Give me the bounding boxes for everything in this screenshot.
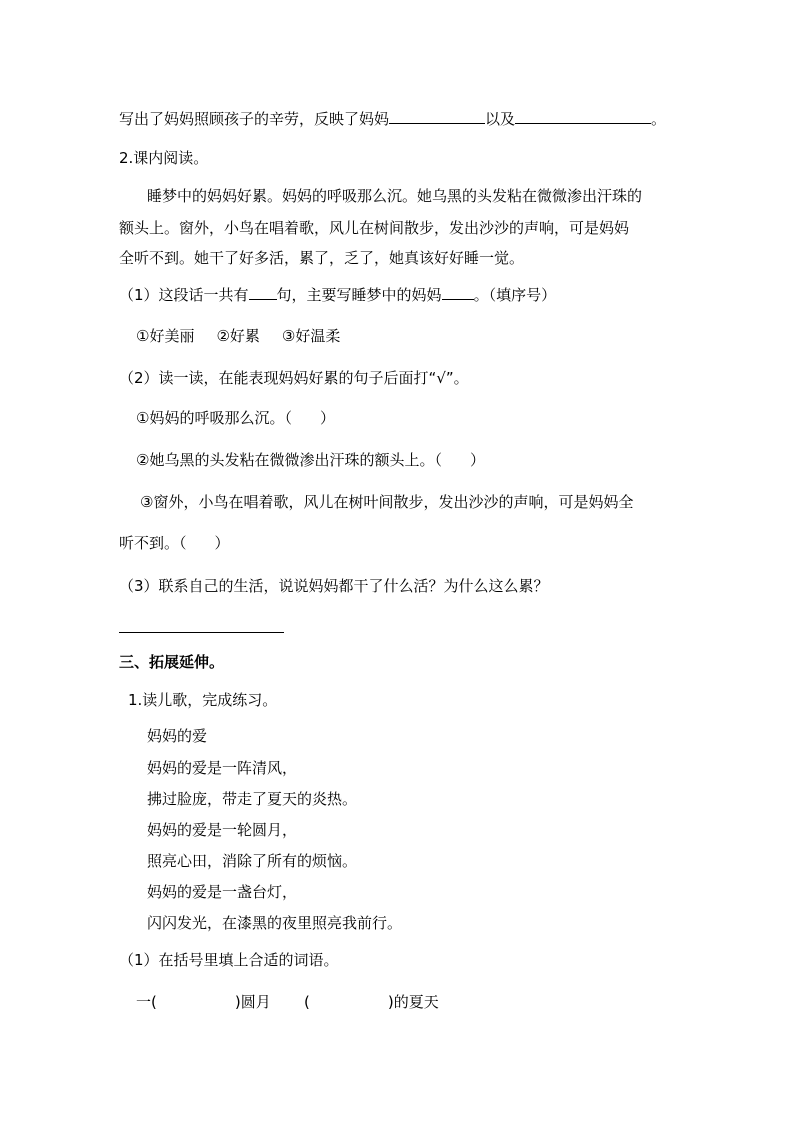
poem-line: 照亮心田，消除了所有的烦恼。 xyxy=(147,852,358,870)
poem-line: 妈妈的爱是一盏台灯， xyxy=(147,883,298,901)
sentence-text: 以及 xyxy=(485,110,516,128)
fill-text: ( xyxy=(304,993,310,1011)
fill-text: 一( xyxy=(136,993,157,1011)
question-text: 句，主要写睡梦中的妈妈 xyxy=(276,286,442,304)
fill-item xyxy=(136,992,271,1012)
q2-item xyxy=(136,408,335,428)
option-item[interactable]: ①好美丽 xyxy=(136,327,195,345)
answer-line[interactable] xyxy=(119,632,284,633)
item-text: 听不到。（ xyxy=(119,534,187,552)
passage-line: 额头上。窗外，小鸟在唱着歌，风儿在树间散步，发出沙沙的声响，可是妈妈 xyxy=(119,219,630,237)
sentence-text: 写出了妈妈照顾孩子的辛劳，反映了妈妈 xyxy=(119,110,390,128)
poem-line: 闪闪发光，在漆黑的夜里照亮我前行。 xyxy=(147,914,403,932)
question-text: （1）这段话一共有 xyxy=(119,286,249,304)
item-text: ①妈妈的呼吸那么沉。（ xyxy=(136,409,292,427)
answer-blank[interactable] xyxy=(249,284,277,300)
answer-blank[interactable] xyxy=(442,284,474,300)
section-2-title: 2.课内阅读。 xyxy=(119,149,209,167)
fill-item xyxy=(304,992,439,1012)
fill-question: （1）在括号里填上合适的词语。 xyxy=(119,951,339,969)
q1-options xyxy=(136,326,340,346)
sentence-text: 。 xyxy=(651,110,667,128)
question-1 xyxy=(119,284,556,305)
passage-line: 全听不到。她干了好多活，累了，乏了，她真该好好睡一觉。 xyxy=(119,249,525,267)
answer-blank[interactable] xyxy=(389,108,485,124)
option-item[interactable]: ②好累 xyxy=(216,327,260,345)
item-text: ） xyxy=(469,451,485,469)
item-text: ②她乌黑的头发粘在微微渗出汗珠的额头上。（ xyxy=(136,451,442,469)
question-text: 。（填序号） xyxy=(473,286,557,304)
task-1: 1.读儿歌，完成练习。 xyxy=(128,691,278,709)
fill-text: )的夏天 xyxy=(387,993,439,1011)
answer-blank[interactable] xyxy=(515,108,651,124)
option-item[interactable]: ③好温柔 xyxy=(281,327,341,345)
passage-line: 睡梦中的妈妈好累。妈妈的呼吸那么沉。她乌黑的头发粘在微微渗出汗珠的 xyxy=(147,187,643,205)
q2-item: ③窗外，小鸟在唱着歌，风儿在树叶间散步，发出沙沙的声响，可是妈妈全 xyxy=(140,493,634,511)
poem-line: 拂过脸庞，带走了夏天的炎热。 xyxy=(147,790,358,808)
poem-title: 妈妈的爱 xyxy=(147,727,208,745)
question-2: （2）读一读，在能表现妈妈好累的句子后面打“√”。 xyxy=(119,369,469,387)
poem-line: 妈妈的爱是一阵清风， xyxy=(147,759,298,777)
item-text: ） xyxy=(319,409,335,427)
fill-sentence-1 xyxy=(119,108,666,129)
section-3-title: 三、拓展延伸。 xyxy=(119,653,225,671)
item-text: ） xyxy=(214,534,230,552)
poem-line: 妈妈的爱是一轮圆月， xyxy=(147,821,298,839)
question-3: （3）联系自己的生活，说说妈妈都干了什么活？为什么这么累？ xyxy=(119,577,549,595)
q2-item-cont xyxy=(119,533,230,553)
q2-item xyxy=(136,450,485,470)
fill-text: )圆月 xyxy=(234,993,271,1011)
